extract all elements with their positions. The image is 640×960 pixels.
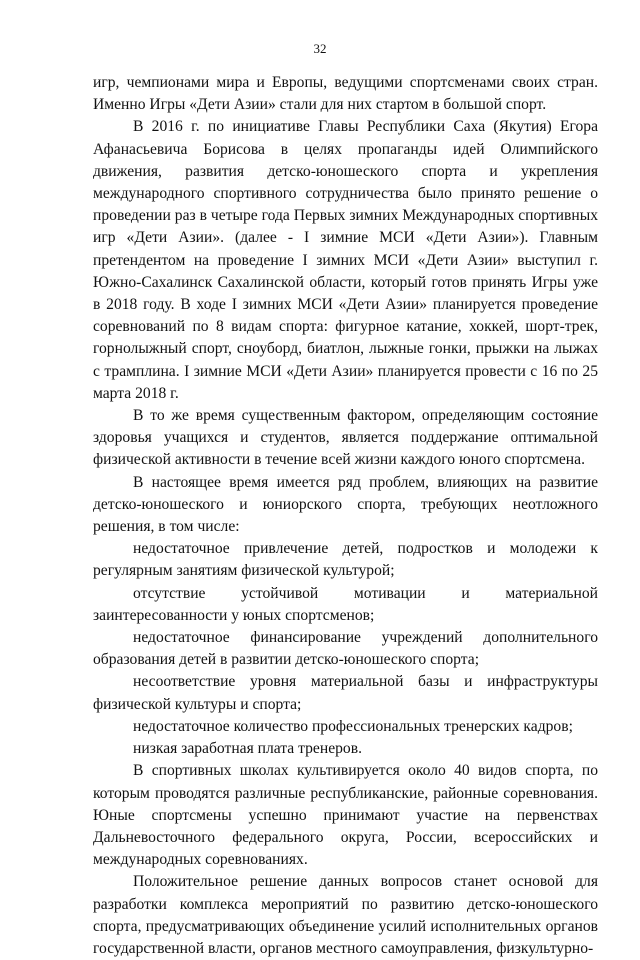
list-item: недостаточное привлечение детей, подростков и молодежи к регулярным занятиям физической культурой;	[93, 540, 598, 580]
list-item: отсутствие устойчивой мотивации и материальной заинтересованности у юных спортсменов;	[93, 584, 598, 624]
paragraph: В настоящее время имеется ряд проблем, влияющих на развитие детско-юношеского и юниорского спорта, требующих неотложного решения, в том числе:	[93, 473, 598, 536]
list-item: несоответствие уровня материальной базы и инфраструктуры физической культуры и спорта;	[93, 673, 598, 713]
body-text	[93, 72, 598, 960]
paragraph: В то же время существенным фактором, определяющим состояние здоровья учащихся и студентов, является поддержание оптимальной физической активности в течение всей жизни каждого юного спортсмена.	[93, 407, 598, 469]
paragraph-continuation: игр, чемпионами мира и Европы, ведущими спортсменами своих стран. Именно Игры «Дети Азии» стали для них стартом в большой спорт.	[93, 74, 598, 114]
page-number: 32	[313, 41, 327, 56]
list-item: недостаточное количество профессиональных тренерских кадров;	[133, 717, 573, 735]
paragraph: Положительное решение данных вопросов станет основой для разработки комплекса мероприятий по развитию детско-юношеского спорта, предусматривающих объединение усилий исполнительных органов государственной власти, органов местного самоуправления, физкультурно-	[93, 873, 598, 957]
paragraph: В спортивных школах культивируется около 40 видов спорта, по которым проводятся различные республиканские, районные соревнования. Юные спортсмены успешно принимают участие на первенствах Дальневосточного федерального округа, России, всероссийских и международных соревнованиях.	[93, 762, 598, 869]
list-item: низкая заработная плата тренеров.	[133, 740, 362, 758]
list-item: недостаточное финансирование учреждений дополнительного образования детей в развитии детско-юношеского спорта;	[93, 629, 598, 669]
paragraph: В 2016 г. по инициативе Главы Республики Саха (Якутия) Егора Афанасьевича Борисова в целях пропаганды идей Олимпийского движения, развития детско-юношеского спорта и укрепления международного спортивного сотрудничества было принято решение о проведении раз в четыре года Первых зимних Международных спортивных игр «Дети Азии». (далее - I зимние МСИ «Дети Азии»). Главным претендентом на проведение I зимних МСИ «Дети Азии» выступил г. Южно-Сахалинск Сахалинской области, который готов принять Игры уже в 2018 году. В ходе I зимних МСИ «Дети Азии» планируется проведение соревнований по 8 видам спорта: фигурное катание, хоккей, шорт-трек, горнолыжный спорт, сноуборд, биатлон, лыжные гонки, прыжки на лыжах с трамплина. I зимние МСИ «Дети Азии» планируется провести с 16 по 25 марта 2018 г.	[93, 118, 598, 402]
